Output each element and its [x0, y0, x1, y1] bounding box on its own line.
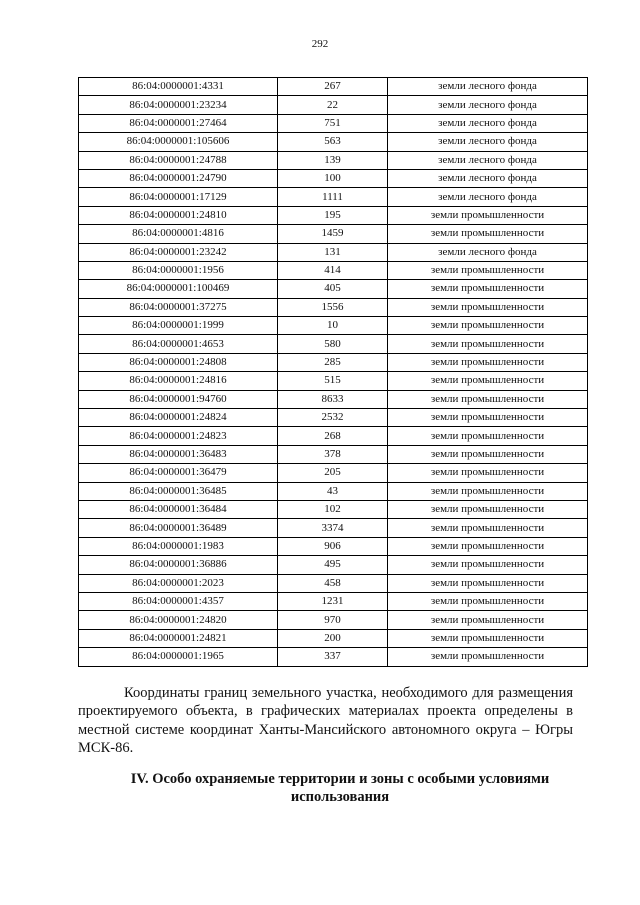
cadastral-number-cell: 86:04:0000001:36886 — [79, 556, 278, 574]
table-row — [79, 96, 588, 114]
cadastral-number-cell: 86:04:0000001:36485 — [79, 482, 278, 500]
land-category-cell: земли промышленности — [388, 206, 588, 224]
land-category-cell: земли промышленности — [388, 261, 588, 279]
area-cell: 3374 — [278, 519, 388, 537]
cadastral-number-cell: 86:04:0000001:24824 — [79, 409, 278, 427]
table-row — [79, 353, 588, 371]
area-cell: 139 — [278, 151, 388, 169]
land-category-cell: земли лесного фонда — [388, 188, 588, 206]
area-cell: 200 — [278, 629, 388, 647]
area-cell: 267 — [278, 78, 388, 96]
table-row — [79, 427, 588, 445]
land-category-cell: земли промышленности — [388, 648, 588, 666]
area-cell: 458 — [278, 574, 388, 592]
table-row — [79, 206, 588, 224]
cadastral-number-cell: 86:04:0000001:4816 — [79, 225, 278, 243]
area-cell: 8633 — [278, 390, 388, 408]
table-row — [79, 445, 588, 463]
section-heading: IV. Особо охраняемые территории и зоны с особыми условиями использования — [130, 771, 550, 805]
area-cell: 970 — [278, 611, 388, 629]
table-row — [79, 519, 588, 537]
land-category-cell: земли промышленности — [388, 427, 588, 445]
cadastral-number-cell: 86:04:0000001:37275 — [79, 298, 278, 316]
land-category-cell: земли промышленности — [388, 317, 588, 335]
table-row — [79, 629, 588, 647]
table-row — [79, 317, 588, 335]
page-number: 292 — [311, 38, 329, 50]
land-category-cell: земли промышленности — [388, 611, 588, 629]
land-category-cell: земли промышленности — [388, 445, 588, 463]
area-cell: 100 — [278, 169, 388, 187]
table-row — [79, 151, 588, 169]
cadastral-number-cell: 86:04:0000001:24823 — [79, 427, 278, 445]
cadastral-number-cell: 86:04:0000001:1956 — [79, 261, 278, 279]
cadastral-number-cell: 86:04:0000001:24808 — [79, 353, 278, 371]
land-category-cell: земли промышленности — [388, 556, 588, 574]
cadastral-number-cell: 86:04:0000001:4331 — [79, 78, 278, 96]
area-cell: 22 — [278, 96, 388, 114]
land-category-cell: земли промышленности — [388, 390, 588, 408]
area-cell: 10 — [278, 317, 388, 335]
table-row — [79, 556, 588, 574]
cadastral-number-cell: 86:04:0000001:36479 — [79, 464, 278, 482]
table-row — [79, 188, 588, 206]
table-row — [79, 390, 588, 408]
land-category-cell: земли промышленности — [388, 500, 588, 518]
table-row — [79, 133, 588, 151]
table-row — [79, 574, 588, 592]
table-row — [79, 335, 588, 353]
table-row — [79, 372, 588, 390]
table-row — [79, 261, 588, 279]
cadastral-number-cell: 86:04:0000001:1999 — [79, 317, 278, 335]
table-row — [79, 537, 588, 555]
area-cell: 102 — [278, 500, 388, 518]
cadastral-number-cell: 86:04:0000001:2023 — [79, 574, 278, 592]
land-category-cell: земли промышленности — [388, 409, 588, 427]
area-cell: 205 — [278, 464, 388, 482]
coordinates-paragraph: Координаты границ земельного участка, необходимого для размещения проектируемого объекта, в графических материалах проекта определены в местной системе координат Ханты-Мансийского автономного округа – Югры МСК-86. — [78, 685, 573, 757]
area-cell: 563 — [278, 133, 388, 151]
table-row — [79, 482, 588, 500]
cadastral-number-cell: 86:04:0000001:17129 — [79, 188, 278, 206]
cadastral-number-cell: 86:04:0000001:24810 — [79, 206, 278, 224]
area-cell: 906 — [278, 537, 388, 555]
table-row — [79, 169, 588, 187]
table-row — [79, 225, 588, 243]
table-row — [79, 648, 588, 666]
area-cell: 131 — [278, 243, 388, 261]
area-cell: 2532 — [278, 409, 388, 427]
cadastral-number-cell: 86:04:0000001:24816 — [79, 372, 278, 390]
table-row — [79, 611, 588, 629]
cadastral-number-cell: 86:04:0000001:105606 — [79, 133, 278, 151]
area-cell: 1231 — [278, 592, 388, 610]
area-cell: 515 — [278, 372, 388, 390]
area-cell: 1111 — [278, 188, 388, 206]
table-row — [79, 243, 588, 261]
cadastral-number-cell: 86:04:0000001:1983 — [79, 537, 278, 555]
land-category-cell: земли промышленности — [388, 225, 588, 243]
table-row — [79, 114, 588, 132]
land-category-cell: земли лесного фонда — [388, 78, 588, 96]
land-category-cell: земли промышленности — [388, 298, 588, 316]
table-row — [79, 298, 588, 316]
area-cell: 268 — [278, 427, 388, 445]
table-row — [79, 78, 588, 96]
area-cell: 414 — [278, 261, 388, 279]
table-row — [79, 464, 588, 482]
table-row — [79, 500, 588, 518]
cadastral-number-cell: 86:04:0000001:24788 — [79, 151, 278, 169]
area-cell: 405 — [278, 280, 388, 298]
land-category-cell: земли лесного фонда — [388, 169, 588, 187]
cadastral-number-cell: 86:04:0000001:23234 — [79, 96, 278, 114]
cadastral-number-cell: 86:04:0000001:94760 — [79, 390, 278, 408]
land-category-cell: земли лесного фонда — [388, 114, 588, 132]
area-cell: 751 — [278, 114, 388, 132]
land-category-cell: земли лесного фонда — [388, 151, 588, 169]
land-category-cell: земли промышленности — [388, 335, 588, 353]
land-category-cell: земли промышленности — [388, 372, 588, 390]
area-cell: 580 — [278, 335, 388, 353]
land-category-cell: земли промышленности — [388, 280, 588, 298]
land-category-cell: земли промышленности — [388, 574, 588, 592]
cadastral-number-cell: 86:04:0000001:24821 — [79, 629, 278, 647]
cadastral-number-cell: 86:04:0000001:23242 — [79, 243, 278, 261]
area-cell: 337 — [278, 648, 388, 666]
cadastral-number-cell: 86:04:0000001:36489 — [79, 519, 278, 537]
land-category-cell: земли промышленности — [388, 592, 588, 610]
land-category-cell: земли лесного фонда — [388, 133, 588, 151]
area-cell: 195 — [278, 206, 388, 224]
cadastral-number-cell: 86:04:0000001:1965 — [79, 648, 278, 666]
area-cell: 285 — [278, 353, 388, 371]
area-cell: 1459 — [278, 225, 388, 243]
cadastral-number-cell: 86:04:0000001:100469 — [79, 280, 278, 298]
land-category-cell: земли промышленности — [388, 537, 588, 555]
land-category-cell: земли промышленности — [388, 353, 588, 371]
land-category-cell: земли промышленности — [388, 519, 588, 537]
land-category-cell: земли промышленности — [388, 482, 588, 500]
cadastral-number-cell: 86:04:0000001:24790 — [79, 169, 278, 187]
area-cell: 495 — [278, 556, 388, 574]
land-plots-table — [78, 77, 588, 667]
cadastral-number-cell: 86:04:0000001:4357 — [79, 592, 278, 610]
land-plots-table-body — [79, 78, 588, 667]
land-category-cell: земли лесного фонда — [388, 243, 588, 261]
area-cell: 378 — [278, 445, 388, 463]
cadastral-number-cell: 86:04:0000001:36483 — [79, 445, 278, 463]
area-cell: 1556 — [278, 298, 388, 316]
table-row — [79, 280, 588, 298]
table-row — [79, 592, 588, 610]
cadastral-number-cell: 86:04:0000001:27464 — [79, 114, 278, 132]
cadastral-number-cell: 86:04:0000001:24820 — [79, 611, 278, 629]
cadastral-number-cell: 86:04:0000001:4653 — [79, 335, 278, 353]
cadastral-number-cell: 86:04:0000001:36484 — [79, 500, 278, 518]
land-category-cell: земли промышленности — [388, 629, 588, 647]
land-category-cell: земли промышленности — [388, 464, 588, 482]
table-row — [79, 409, 588, 427]
land-category-cell: земли лесного фонда — [388, 96, 588, 114]
area-cell: 43 — [278, 482, 388, 500]
